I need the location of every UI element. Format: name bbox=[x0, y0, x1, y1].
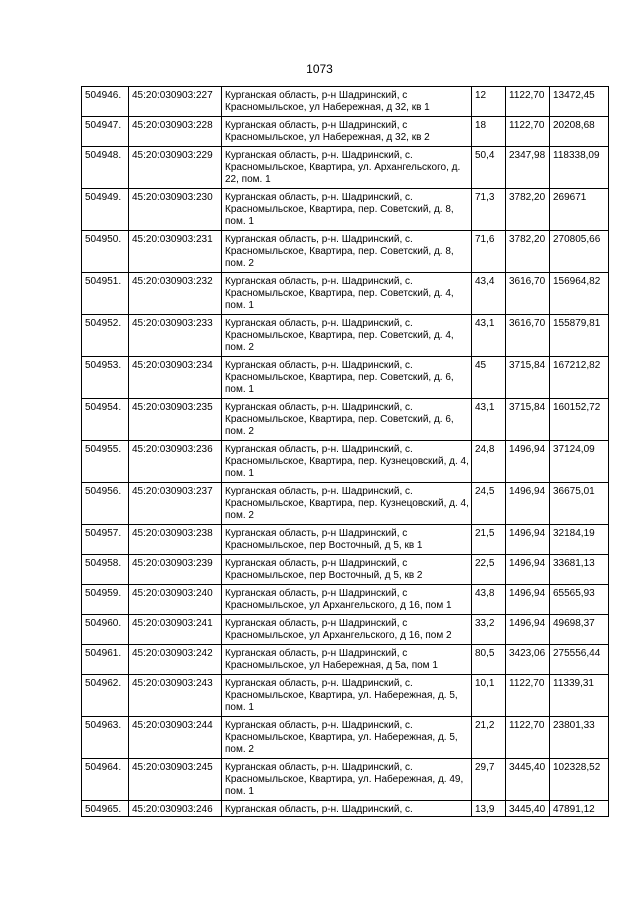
row-number-cell: 504965. bbox=[82, 801, 129, 817]
cadastral-number-cell: 45:20:030903:231 bbox=[129, 231, 222, 273]
cadastral-value-cell: 270805,66 bbox=[550, 231, 609, 273]
cadastral-number-cell: 45:20:030903:235 bbox=[129, 399, 222, 441]
area-cell: 43,1 bbox=[472, 399, 506, 441]
cadastral-number-cell: 45:20:030903:240 bbox=[129, 585, 222, 615]
cadastral-value-cell: 20208,68 bbox=[550, 117, 609, 147]
registry-table bbox=[81, 86, 609, 817]
unit-price-cell: 1496,94 bbox=[506, 441, 550, 483]
cadastral-number-cell: 45:20:030903:234 bbox=[129, 357, 222, 399]
cadastral-value-cell: 167212,82 bbox=[550, 357, 609, 399]
cadastral-number-cell: 45:20:030903:244 bbox=[129, 717, 222, 759]
table-row bbox=[82, 759, 609, 801]
area-cell: 71,6 bbox=[472, 231, 506, 273]
row-number-cell: 504959. bbox=[82, 585, 129, 615]
row-number-cell: 504948. bbox=[82, 147, 129, 189]
unit-price-cell: 1122,70 bbox=[506, 675, 550, 717]
address-cell: Курганская область, р-н. Шадринский, с. Красномыльское, Квартира, пер. Советский, д. 6, пом. 2 bbox=[222, 399, 472, 441]
unit-price-cell: 3423,06 bbox=[506, 645, 550, 675]
address-cell: Курганская область, р-н Шадринский, с Красномыльское, пер Восточный, д 5, кв 2 bbox=[222, 555, 472, 585]
cadastral-value-cell: 37124,09 bbox=[550, 441, 609, 483]
cadastral-number-cell: 45:20:030903:228 bbox=[129, 117, 222, 147]
row-number-cell: 504954. bbox=[82, 399, 129, 441]
address-cell: Курганская область, р-н Шадринский, с Красномыльское, ул Архангельского, д 16, пом 1 bbox=[222, 585, 472, 615]
address-cell: Курганская область, р-н. Шадринский, с. Красномыльское, Квартира, ул. Архангельского, д. 22, пом. 1 bbox=[222, 147, 472, 189]
address-cell: Курганская область, р-н. Шадринский, с. Красномыльское, Квартира, пер. Кузнецовский, д. 4, пом. 1 bbox=[222, 441, 472, 483]
row-number-cell: 504957. bbox=[82, 525, 129, 555]
cadastral-number-cell: 45:20:030903:233 bbox=[129, 315, 222, 357]
area-cell: 21,2 bbox=[472, 717, 506, 759]
address-cell: Курганская область, р-н. Шадринский, с. Красномыльское, Квартира, ул. Набережная, д. 49, пом. 1 bbox=[222, 759, 472, 801]
table-row bbox=[82, 357, 609, 399]
registry-table-body bbox=[82, 87, 609, 817]
cadastral-value-cell: 11339,31 bbox=[550, 675, 609, 717]
row-number-cell: 504964. bbox=[82, 759, 129, 801]
row-number-cell: 504949. bbox=[82, 189, 129, 231]
area-cell: 22,5 bbox=[472, 555, 506, 585]
row-number-cell: 504956. bbox=[82, 483, 129, 525]
address-cell: Курганская область, р-н. Шадринский, с. Красномыльское, Квартира, пер. Кузнецовский, д. 4, пом. 2 bbox=[222, 483, 472, 525]
area-cell: 33,2 bbox=[472, 615, 506, 645]
table-row bbox=[82, 273, 609, 315]
cadastral-value-cell: 36675,01 bbox=[550, 483, 609, 525]
table-row bbox=[82, 717, 609, 759]
cadastral-number-cell: 45:20:030903:245 bbox=[129, 759, 222, 801]
table-row bbox=[82, 147, 609, 189]
area-cell: 12 bbox=[472, 87, 506, 117]
table-row bbox=[82, 315, 609, 357]
table-row bbox=[82, 645, 609, 675]
unit-price-cell: 3445,40 bbox=[506, 801, 550, 817]
area-cell: 71,3 bbox=[472, 189, 506, 231]
cadastral-value-cell: 47891,12 bbox=[550, 801, 609, 817]
cadastral-value-cell: 32184,19 bbox=[550, 525, 609, 555]
cadastral-number-cell: 45:20:030903:229 bbox=[129, 147, 222, 189]
cadastral-value-cell: 155879,81 bbox=[550, 315, 609, 357]
cadastral-number-cell: 45:20:030903:241 bbox=[129, 615, 222, 645]
cadastral-number-cell: 45:20:030903:242 bbox=[129, 645, 222, 675]
cadastral-number-cell: 45:20:030903:246 bbox=[129, 801, 222, 817]
unit-price-cell: 1496,94 bbox=[506, 555, 550, 585]
row-number-cell: 504958. bbox=[82, 555, 129, 585]
page-number: 1073 bbox=[306, 62, 333, 76]
unit-price-cell: 3782,20 bbox=[506, 231, 550, 273]
table-row bbox=[82, 117, 609, 147]
address-cell: Курганская область, р-н Шадринский, с Красномыльское, ул Набережная, д 32, кв 1 bbox=[222, 87, 472, 117]
cadastral-number-cell: 45:20:030903:236 bbox=[129, 441, 222, 483]
address-cell: Курганская область, р-н Шадринский, с Красномыльское, ул Архангельского, д 16, пом 2 bbox=[222, 615, 472, 645]
cadastral-number-cell: 45:20:030903:243 bbox=[129, 675, 222, 717]
row-number-cell: 504953. bbox=[82, 357, 129, 399]
table-row bbox=[82, 555, 609, 585]
cadastral-value-cell: 102328,52 bbox=[550, 759, 609, 801]
row-number-cell: 504952. bbox=[82, 315, 129, 357]
address-cell: Курганская область, р-н. Шадринский, с. Красномыльское, Квартира, пер. Советский, д. 4, пом. 2 bbox=[222, 315, 472, 357]
cadastral-value-cell: 160152,72 bbox=[550, 399, 609, 441]
area-cell: 10,1 bbox=[472, 675, 506, 717]
table-row bbox=[82, 525, 609, 555]
address-cell: Курганская область, р-н Шадринский, с Красномыльское, пер Восточный, д 5, кв 1 bbox=[222, 525, 472, 555]
row-number-cell: 504961. bbox=[82, 645, 129, 675]
unit-price-cell: 3616,70 bbox=[506, 315, 550, 357]
address-cell: Курганская область, р-н. Шадринский, с. Красномыльское, Квартира, пер. Советский, д. 4, пом. 1 bbox=[222, 273, 472, 315]
area-cell: 24,8 bbox=[472, 441, 506, 483]
table-row bbox=[82, 189, 609, 231]
area-cell: 29,7 bbox=[472, 759, 506, 801]
unit-price-cell: 3715,84 bbox=[506, 399, 550, 441]
unit-price-cell: 3616,70 bbox=[506, 273, 550, 315]
cadastral-value-cell: 33681,13 bbox=[550, 555, 609, 585]
area-cell: 80,5 bbox=[472, 645, 506, 675]
address-cell: Курганская область, р-н. Шадринский, с. Красномыльское, Квартира, пер. Советский, д. 8, пом. 1 bbox=[222, 189, 472, 231]
unit-price-cell: 1122,70 bbox=[506, 717, 550, 759]
address-cell: Курганская область, р-н. Шадринский, с. Красномыльское, Квартира, ул. Набережная, д. 5, пом. 2 bbox=[222, 717, 472, 759]
address-cell: Курганская область, р-н. Шадринский, с. bbox=[222, 801, 472, 817]
row-number-cell: 504950. bbox=[82, 231, 129, 273]
area-cell: 45 bbox=[472, 357, 506, 399]
unit-price-cell: 1496,94 bbox=[506, 483, 550, 525]
unit-price-cell: 1496,94 bbox=[506, 585, 550, 615]
row-number-cell: 504947. bbox=[82, 117, 129, 147]
cadastral-value-cell: 65565,93 bbox=[550, 585, 609, 615]
table-row bbox=[82, 585, 609, 615]
cadastral-value-cell: 275556,44 bbox=[550, 645, 609, 675]
unit-price-cell: 3445,40 bbox=[506, 759, 550, 801]
unit-price-cell: 1496,94 bbox=[506, 525, 550, 555]
cadastral-value-cell: 118338,09 bbox=[550, 147, 609, 189]
cadastral-number-cell: 45:20:030903:237 bbox=[129, 483, 222, 525]
row-number-cell: 504960. bbox=[82, 615, 129, 645]
cadastral-value-cell: 23801,33 bbox=[550, 717, 609, 759]
cadastral-number-cell: 45:20:030903:232 bbox=[129, 273, 222, 315]
row-number-cell: 504963. bbox=[82, 717, 129, 759]
table-row bbox=[82, 801, 609, 817]
cadastral-value-cell: 156964,82 bbox=[550, 273, 609, 315]
cadastral-number-cell: 45:20:030903:239 bbox=[129, 555, 222, 585]
row-number-cell: 504962. bbox=[82, 675, 129, 717]
table-row bbox=[82, 231, 609, 273]
unit-price-cell: 2347,98 bbox=[506, 147, 550, 189]
unit-price-cell: 1496,94 bbox=[506, 615, 550, 645]
area-cell: 43,4 bbox=[472, 273, 506, 315]
cadastral-value-cell: 269671 bbox=[550, 189, 609, 231]
cadastral-value-cell: 13472,45 bbox=[550, 87, 609, 117]
area-cell: 43,1 bbox=[472, 315, 506, 357]
address-cell: Курганская область, р-н Шадринский, с Красномыльское, ул Набережная, д 5а, пом 1 bbox=[222, 645, 472, 675]
area-cell: 24,5 bbox=[472, 483, 506, 525]
table-row bbox=[82, 87, 609, 117]
address-cell: Курганская область, р-н. Шадринский, с. Красномыльское, Квартира, пер. Советский, д. 6, пом. 1 bbox=[222, 357, 472, 399]
unit-price-cell: 3715,84 bbox=[506, 357, 550, 399]
area-cell: 50,4 bbox=[472, 147, 506, 189]
cadastral-value-cell: 49698,37 bbox=[550, 615, 609, 645]
area-cell: 18 bbox=[472, 117, 506, 147]
area-cell: 43,8 bbox=[472, 585, 506, 615]
row-number-cell: 504955. bbox=[82, 441, 129, 483]
address-cell: Курганская область, р-н Шадринский, с Красномыльское, ул Набережная, д 32, кв 2 bbox=[222, 117, 472, 147]
cadastral-number-cell: 45:20:030903:238 bbox=[129, 525, 222, 555]
area-cell: 21,5 bbox=[472, 525, 506, 555]
row-number-cell: 504946. bbox=[82, 87, 129, 117]
address-cell: Курганская область, р-н. Шадринский, с. Красномыльское, Квартира, ул. Набережная, д. 5, пом. 1 bbox=[222, 675, 472, 717]
unit-price-cell: 1122,70 bbox=[506, 87, 550, 117]
row-number-cell: 504951. bbox=[82, 273, 129, 315]
address-cell: Курганская область, р-н. Шадринский, с. Красномыльское, Квартира, пер. Советский, д. 8, пом. 2 bbox=[222, 231, 472, 273]
table-row bbox=[82, 483, 609, 525]
cadastral-number-cell: 45:20:030903:230 bbox=[129, 189, 222, 231]
cadastral-number-cell: 45:20:030903:227 bbox=[129, 87, 222, 117]
table-row bbox=[82, 441, 609, 483]
table-row bbox=[82, 399, 609, 441]
unit-price-cell: 3782,20 bbox=[506, 189, 550, 231]
unit-price-cell: 1122,70 bbox=[506, 117, 550, 147]
table-row bbox=[82, 615, 609, 645]
area-cell: 13,9 bbox=[472, 801, 506, 817]
table-row bbox=[82, 675, 609, 717]
